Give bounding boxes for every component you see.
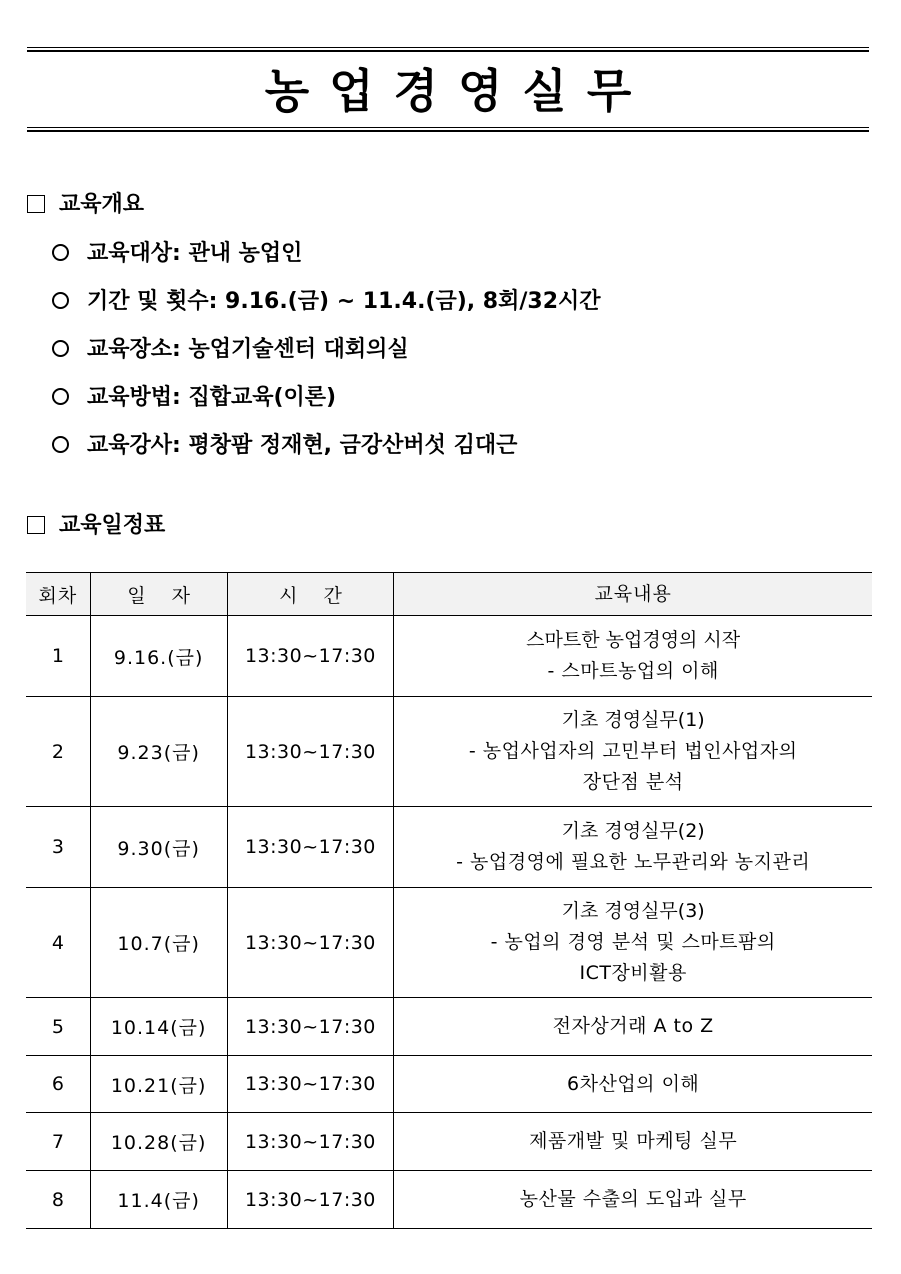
overview-item-text: 교육장소: 농업기술센터 대회의실 bbox=[87, 337, 409, 362]
table-row bbox=[26, 697, 872, 807]
cell-time: 13:30~17:30 bbox=[227, 888, 394, 998]
cell-content bbox=[394, 888, 872, 998]
circle-bullet-icon bbox=[52, 436, 69, 453]
circle-bullet-icon bbox=[52, 388, 69, 405]
table-row bbox=[26, 1171, 872, 1229]
cell-date: 10.7(금) bbox=[90, 888, 227, 998]
cell-date: 10.28(금) bbox=[90, 1113, 227, 1171]
table-row bbox=[26, 1056, 872, 1113]
cell-session-no: 6 bbox=[26, 1056, 90, 1113]
column-header-time: 시 간 bbox=[227, 573, 394, 616]
section-schedule-label: 교육일정표 bbox=[59, 513, 166, 538]
cell-time: 13:30~17:30 bbox=[227, 1171, 394, 1229]
cell-session-no: 2 bbox=[26, 697, 90, 807]
overview-item bbox=[52, 236, 302, 272]
content-title: 스마트한 농업경영의 시작 bbox=[526, 629, 741, 651]
content-line: - 농업경영에 필요한 노무관리와 농지관리 bbox=[456, 851, 811, 873]
cell-session-no: 1 bbox=[26, 616, 90, 697]
circle-bullet-icon bbox=[52, 244, 69, 261]
cell-content bbox=[394, 998, 872, 1056]
content-title: 기초 경영실무(2) bbox=[561, 820, 705, 842]
content-line: 제품개발 및 마케팅 실무 bbox=[529, 1130, 738, 1152]
cell-content bbox=[394, 1171, 872, 1229]
cell-session-no: 7 bbox=[26, 1113, 90, 1171]
cell-date: 9.16.(금) bbox=[90, 616, 227, 697]
overview-item-text: 기간 및 횟수: 9.16.(금) ~ 11.4.(금), 8회/32시간 bbox=[87, 289, 601, 314]
column-header-date: 일 자 bbox=[90, 573, 227, 616]
content-line: 6차산업의 이해 bbox=[567, 1072, 700, 1095]
cell-content bbox=[394, 616, 872, 697]
cell-date: 10.21(금) bbox=[90, 1056, 227, 1113]
content-title: 기초 경영실무(3) bbox=[561, 900, 705, 922]
document-title: 농업경영실무 bbox=[264, 64, 652, 118]
overview-item bbox=[52, 428, 517, 464]
cell-content bbox=[394, 807, 872, 888]
overview-item bbox=[52, 284, 601, 320]
column-header-no: 회차 bbox=[26, 573, 90, 616]
section-overview-label: 교육개요 bbox=[59, 192, 145, 217]
cell-time: 13:30~17:30 bbox=[227, 998, 394, 1056]
content-line: - 농업사업자의 고민부터 법인사업자의 bbox=[468, 740, 798, 762]
table-header-row bbox=[26, 573, 872, 616]
cell-session-no: 3 bbox=[26, 807, 90, 888]
content-line: - 스마트농업의 이해 bbox=[547, 660, 719, 682]
circle-bullet-icon bbox=[52, 340, 69, 357]
content-title: 기초 경영실무(1) bbox=[561, 709, 705, 731]
cell-session-no: 4 bbox=[26, 888, 90, 998]
content-line: 장단점 분석 bbox=[582, 771, 684, 793]
table-row bbox=[26, 1113, 872, 1171]
checkbox-square-icon bbox=[27, 516, 45, 534]
overview-item-text: 교육대상: 관내 농업인 bbox=[87, 241, 303, 266]
overview-item bbox=[52, 332, 409, 368]
cell-content bbox=[394, 1056, 872, 1113]
title-top-rule bbox=[27, 47, 869, 52]
cell-date: 9.30(금) bbox=[90, 807, 227, 888]
section-overview-heading bbox=[27, 190, 144, 220]
title-bottom-rule bbox=[27, 127, 869, 132]
circle-bullet-icon bbox=[52, 292, 69, 309]
table-row bbox=[26, 998, 872, 1056]
cell-time: 13:30~17:30 bbox=[227, 1056, 394, 1113]
checkbox-square-icon bbox=[27, 195, 45, 213]
cell-time: 13:30~17:30 bbox=[227, 1113, 394, 1171]
cell-time: 13:30~17:30 bbox=[227, 807, 394, 888]
overview-item-text: 교육방법: 집합교육(이론) bbox=[87, 385, 337, 410]
column-header-content: 교육내용 bbox=[394, 573, 872, 616]
overview-item bbox=[52, 380, 336, 416]
table-row bbox=[26, 616, 872, 697]
cell-date: 11.4(금) bbox=[90, 1171, 227, 1229]
overview-item-text: 교육강사: 평창팜 정재현, 금강산버섯 김대근 bbox=[87, 433, 518, 458]
cell-time: 13:30~17:30 bbox=[227, 697, 394, 807]
content-line: ICT장비활용 bbox=[579, 962, 687, 984]
content-line: 전자상거래 A to Z bbox=[552, 1015, 714, 1037]
cell-date: 9.23(금) bbox=[90, 697, 227, 807]
schedule-table bbox=[26, 572, 872, 1229]
cell-date: 10.14(금) bbox=[90, 998, 227, 1056]
content-line: - 농업의 경영 분석 및 스마트팜의 bbox=[490, 931, 776, 953]
cell-time: 13:30~17:30 bbox=[227, 616, 394, 697]
content-line: 농산물 수출의 도입과 실무 bbox=[519, 1188, 747, 1210]
cell-content bbox=[394, 1113, 872, 1171]
cell-content bbox=[394, 697, 872, 807]
table-row bbox=[26, 807, 872, 888]
section-schedule-heading bbox=[27, 511, 165, 541]
table-row bbox=[26, 888, 872, 998]
cell-session-no: 8 bbox=[26, 1171, 90, 1229]
title-block bbox=[27, 47, 869, 135]
cell-session-no: 5 bbox=[26, 998, 90, 1056]
